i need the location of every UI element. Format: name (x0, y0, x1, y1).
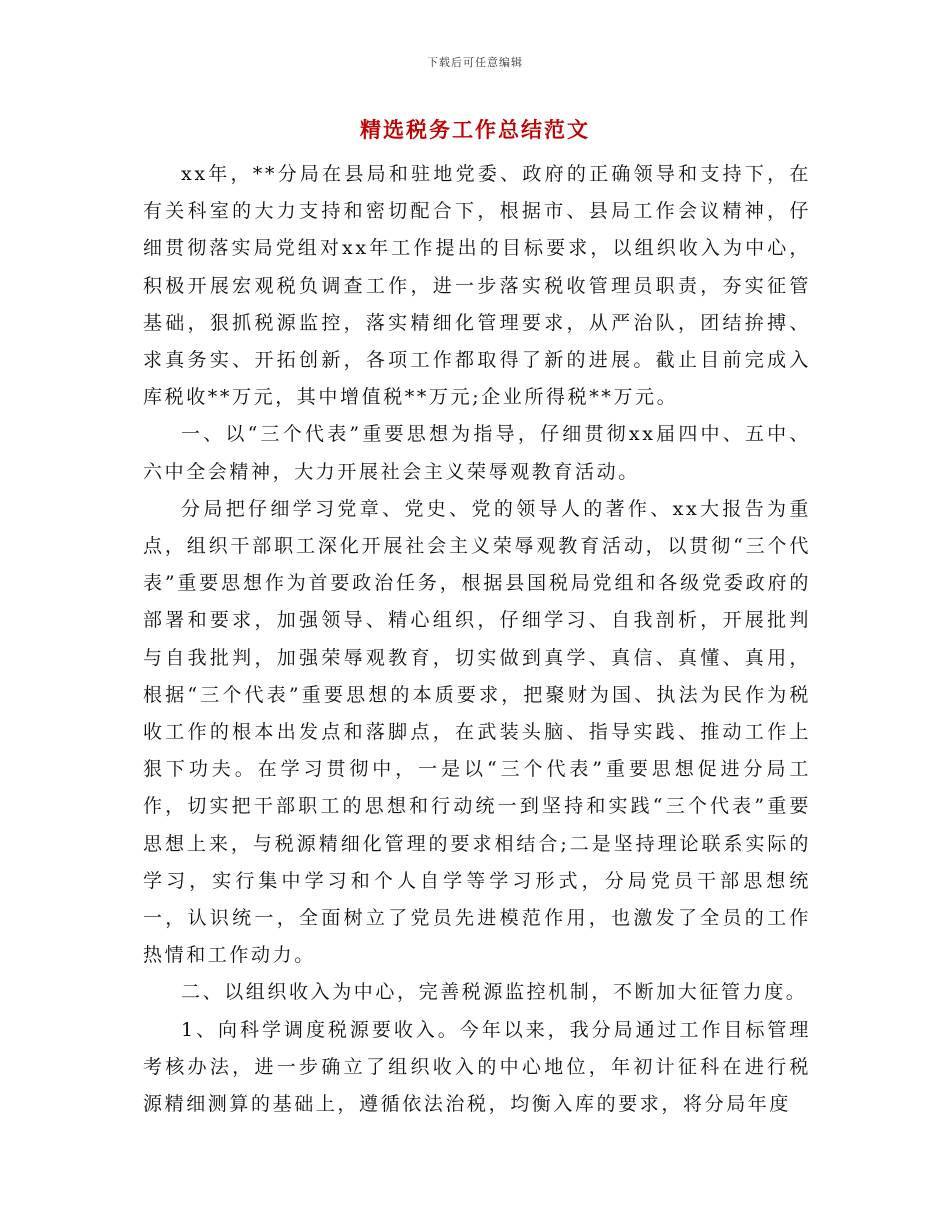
paragraph-section-1-body: 分局把仔细学习党章、党史、党的领导人的著作、xx大报告为重点，组织干部职工深化开展社会主义荣辱观教育活动，以贯彻“三个代表”重要思想作为首要政治任务，根据县国税局党组和各级党委政府的部署和要求，加强领导、精心组织，仔细学习、自我剖析，开展批判与自我批判，加强荣辱观教育，切实做到真学、真信、真懂、真用，根据“三个代表”重要思想的本质要求，把聚财为国、执法为民作为税收工作的根本出发点和落脚点，在武装头脑、指导实践、推动工作上狠下功夫。在学习贯彻中，一是以“三个代表”重要思想促进分局工作，切实把干部职工的思想和行动统一到坚持和实践“三个代表”重要思想上来，与税源精细化管理的要求相结合;二是坚持理论联系实际的学习，实行集中学习和个人自学等学习形式，分局党员干部思想统一，认识统一，全面树立了党员先进模范作用，也激发了全员的工作热情和工作动力。 (143, 497, 811, 967)
paragraph-section-2-heading: 二、以组织收入为中心，完善税源监控机制，不断加大征管力度。 (181, 981, 808, 1004)
header-note: 下载后可任意编辑 (427, 56, 523, 69)
paragraph-section-1-heading: 一、以“三个代表”重要思想为指导，仔细贯彻xx届四中、五中、六中全会精神，大力开展社会主义荣辱观教育活动。 (143, 423, 811, 483)
paragraph-intro: xx年，**分局在县局和驻地党委、政府的正确领导和支持下，在有关科室的大力支持和密切配合下，根据市、县局工作会议精神，仔细贯彻落实局党组对xx年工作提出的目标要求，以组织收入为中心，积极开展宏观税负调查工作，进一步落实税收管理员职责，夯实征管基础，狠抓税源监控，落实精细化管理要求，从严治队，团结拚搏、求真务实、开拓创新，各项工作都取得了新的进展。截止目前完成入库税收**万元，其中增值税**万元;企业所得税**万元。 (143, 163, 811, 409)
document-title: 精选税务工作总结范文 (360, 117, 590, 142)
paragraph-section-2-item-1: 1、向科学调度税源要收入。今年以来，我分局通过工作目标管理考核办法，进一步确立了组织收入的中心地位，年初计征科在进行税源精细测算的基础上，遵循依法治税，均衡入库的要求，将分局年度 (143, 1018, 811, 1116)
document-body (143, 156, 811, 1123)
